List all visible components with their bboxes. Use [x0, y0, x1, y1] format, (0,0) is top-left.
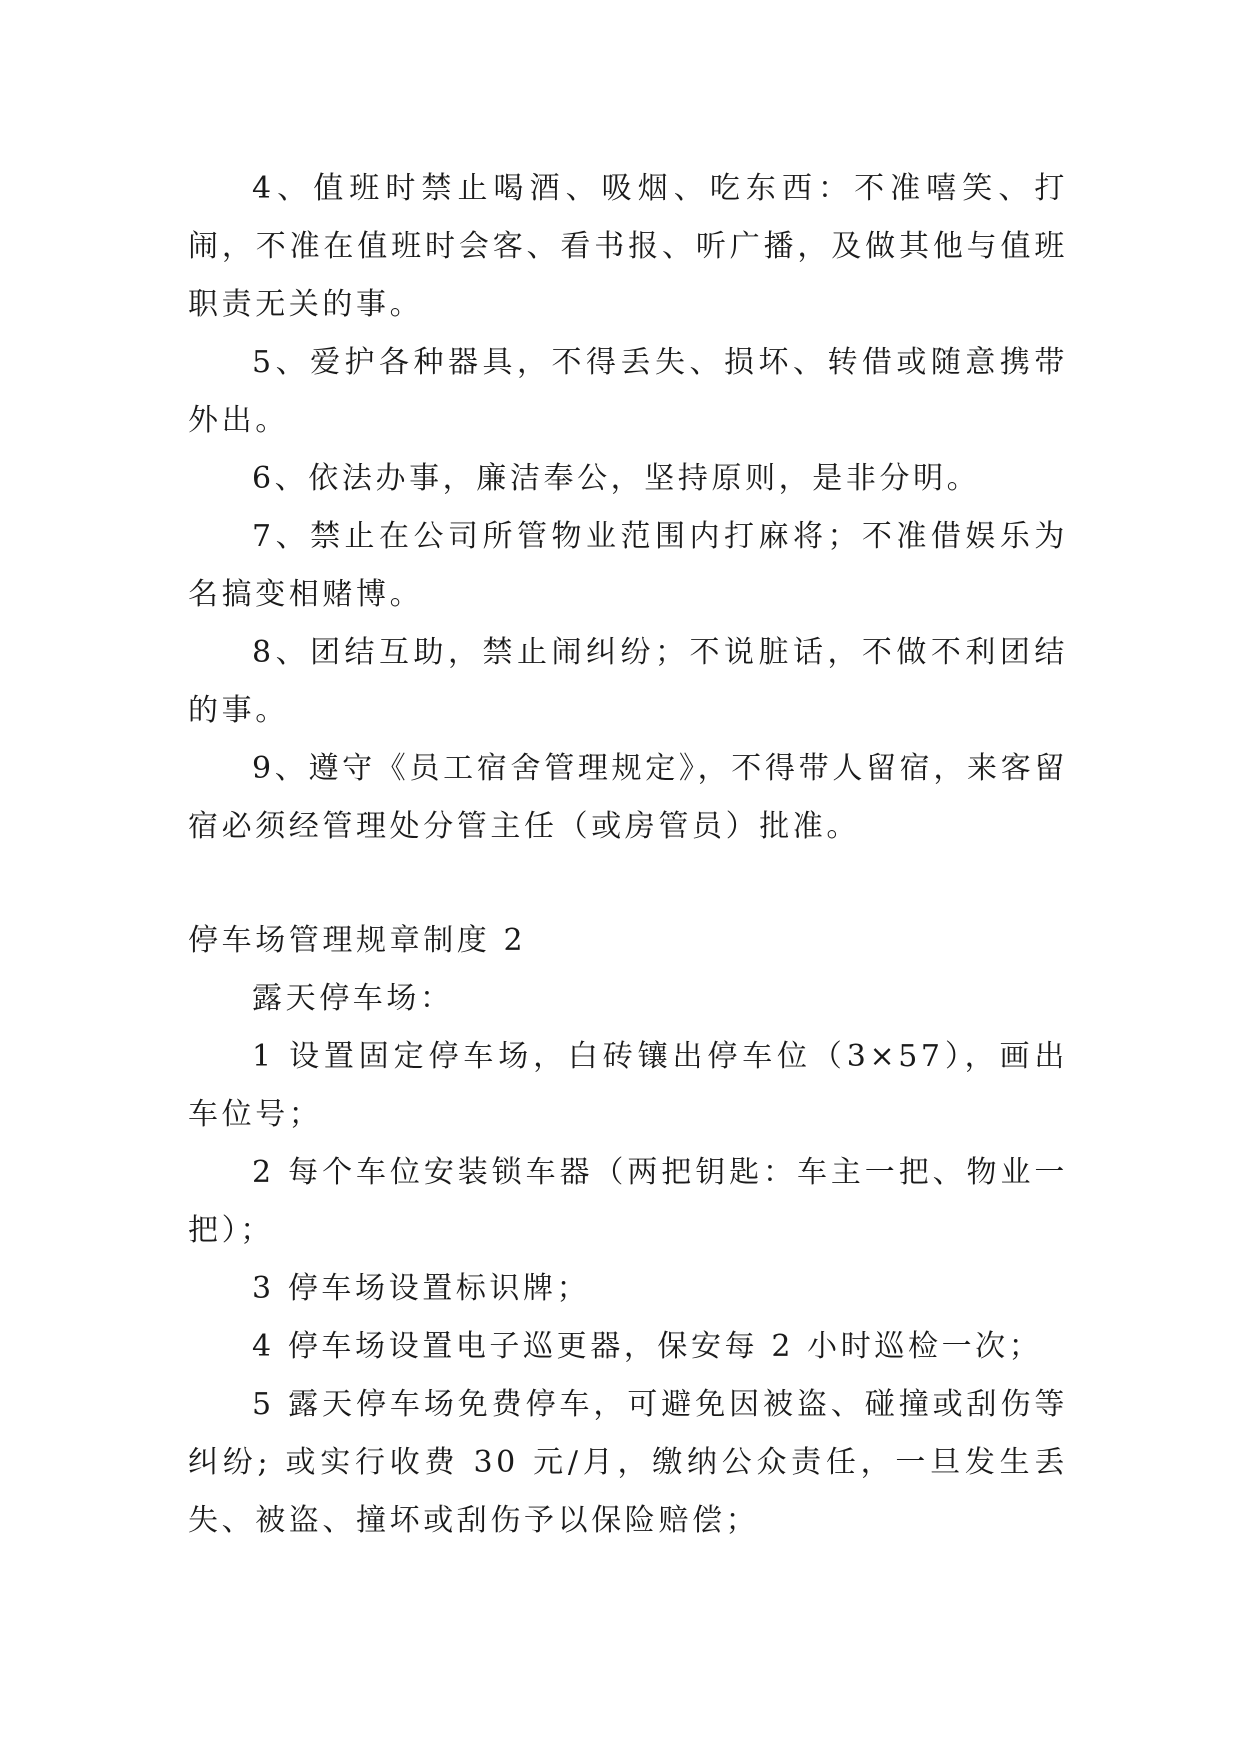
rule-6-paragraph: 6、依法办事，廉洁奉公，坚持原则，是非分明。: [252, 461, 981, 496]
parking-rule-4-paragraph: 4 停车场设置电子巡更器，保安每 2 小时巡检一次；: [252, 1329, 1043, 1364]
parking-rule-3-paragraph: 3 停车场设置标识牌；: [252, 1271, 591, 1306]
section-subheading: 露天停车场：: [252, 981, 454, 1016]
parking-rule-2-paragraph: 2 每个车位安装锁车器（两把钥匙：车主一把、物业一把）；: [188, 1155, 1068, 1248]
rule-8-paragraph: 8、团结互助，禁止闹纠纷；不说脏话，不做不利团结的事。: [188, 635, 1068, 728]
parking-rule-1-paragraph: 1 设置固定停车场，白砖镶出停车位（3×57），画出车位号；: [188, 1039, 1068, 1132]
section-heading: 停车场管理规章制度 2: [188, 923, 527, 958]
rule-5-paragraph: 5、爱护各种器具，不得丢失、损坏、转借或随意携带外出。: [188, 345, 1068, 438]
parking-rule-5-paragraph: 5 露天停车场免费停车，可避免因被盗、碰撞或刮伤等纠纷; 或实行收费 30 元/月，缴纳公众责任，一旦发生丢失、被盗、撞坏或刮伤予以保险赔偿；: [188, 1387, 1068, 1538]
rule-4-paragraph: 4、值班时禁止喝酒、吸烟、吃东西：不准嘻笑、打闹，不准在值班时会客、看书报、听广播，及做其他与值班职责无关的事。: [188, 171, 1068, 322]
rule-9-paragraph: 9、遵守《员工宿舍管理规定》，不得带人留宿，来客留宿必须经管理处分管主任（或房管员）批准。: [188, 751, 1068, 844]
rule-7-paragraph: 7、禁止在公司所管物业范围内打麻将；不准借娱乐为名搞变相赌博。: [188, 519, 1068, 612]
